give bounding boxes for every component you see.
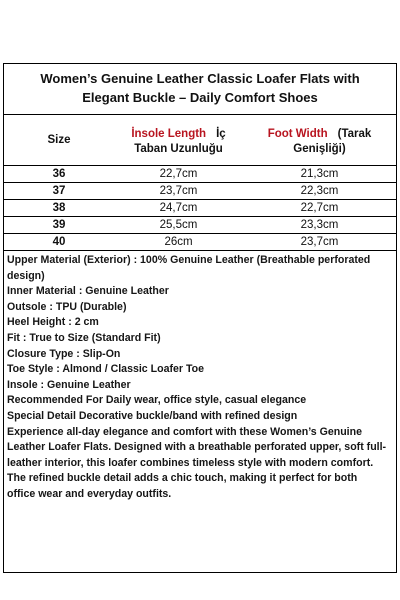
table-row [4, 166, 396, 183]
description-line: Experience all-day elegance and comfort with these Women’s Genuine [7, 425, 362, 438]
description-line: office wear and everyday outfits. [7, 487, 172, 500]
cell-size: 38 [4, 200, 114, 217]
spec-toe-style: Toe Style : Almond / Classic Loafer Toe [7, 363, 205, 376]
header-insole-length [114, 115, 243, 166]
table-row [4, 200, 396, 217]
cell-size: 36 [4, 166, 114, 183]
size-chart-sheet [3, 63, 397, 573]
spec-upper-line-2: design) [7, 269, 45, 282]
description-line: leather interior, this loafer combines timeless style with modern comfort. [7, 456, 374, 469]
cell-insole: 26cm [114, 234, 243, 251]
spec-list [4, 251, 396, 425]
header-size: Size [4, 115, 114, 166]
cell-insole: 23,7cm [114, 183, 243, 200]
table-row [4, 217, 396, 234]
spec-fit: Fit : True to Size (Standard Fit) [7, 331, 161, 344]
cell-size: 39 [4, 217, 114, 234]
spec-inner-material: Inner Material : Genuine Leather [7, 285, 169, 298]
cell-size: 37 [4, 183, 114, 200]
product-description [4, 425, 396, 503]
size-table-header [4, 115, 396, 166]
spec-special-detail: Special Detail Decorative buckle/band with refined design [7, 409, 298, 422]
spec-closure: Closure Type : Slip-On [7, 347, 121, 360]
cell-width: 23,7cm [243, 234, 396, 251]
cell-width: 23,3cm [243, 217, 396, 234]
header-foot-tr-a: (Tarak [337, 127, 372, 140]
spec-insole: Insole : Genuine Leather [7, 378, 131, 391]
spec-upper-line-1: Upper Material (Exterior) : 100% Genuine Leather (Breathable perforated [7, 254, 371, 266]
cell-width: 22,3cm [243, 183, 396, 200]
spec-upper-material [7, 253, 396, 284]
table-row [4, 183, 396, 200]
header-foot-width [243, 115, 396, 166]
product-title-line-1: Women’s Genuine Leather Classic Loafer Flats with [40, 71, 360, 86]
header-foot-tr-b: Genişliği) [293, 142, 346, 155]
spec-outsole: Outsole : TPU (Durable) [7, 300, 127, 313]
header-insole-tr-b: Taban Uzunluğu [134, 142, 223, 155]
table-row [4, 234, 396, 251]
spec-heel-height: Heel Height : 2 cm [7, 316, 99, 329]
product-title-line-2: Elegant Buckle – Daily Comfort Shoes [82, 90, 318, 105]
header-insole-en: İnsole Length [131, 127, 207, 140]
description-line: The refined buckle detail adds a chic touch, making it perfect for both [7, 472, 358, 485]
cell-size: 40 [4, 234, 114, 251]
cell-width: 22,7cm [243, 200, 396, 217]
cell-insole: 24,7cm [114, 200, 243, 217]
header-insole-tr-a: İç [216, 127, 226, 140]
cell-width: 21,3cm [243, 166, 396, 183]
description-line: Leather Loafer Flats. Designed with a breathable perforated upper, soft full- [7, 441, 387, 454]
cell-insole: 22,7cm [114, 166, 243, 183]
product-title [4, 64, 396, 115]
size-table [4, 115, 396, 251]
header-foot-en: Foot Width [267, 127, 328, 140]
spec-recommended: Recommended For Daily wear, office style, casual elegance [7, 394, 307, 407]
cell-insole: 25,5cm [114, 217, 243, 234]
